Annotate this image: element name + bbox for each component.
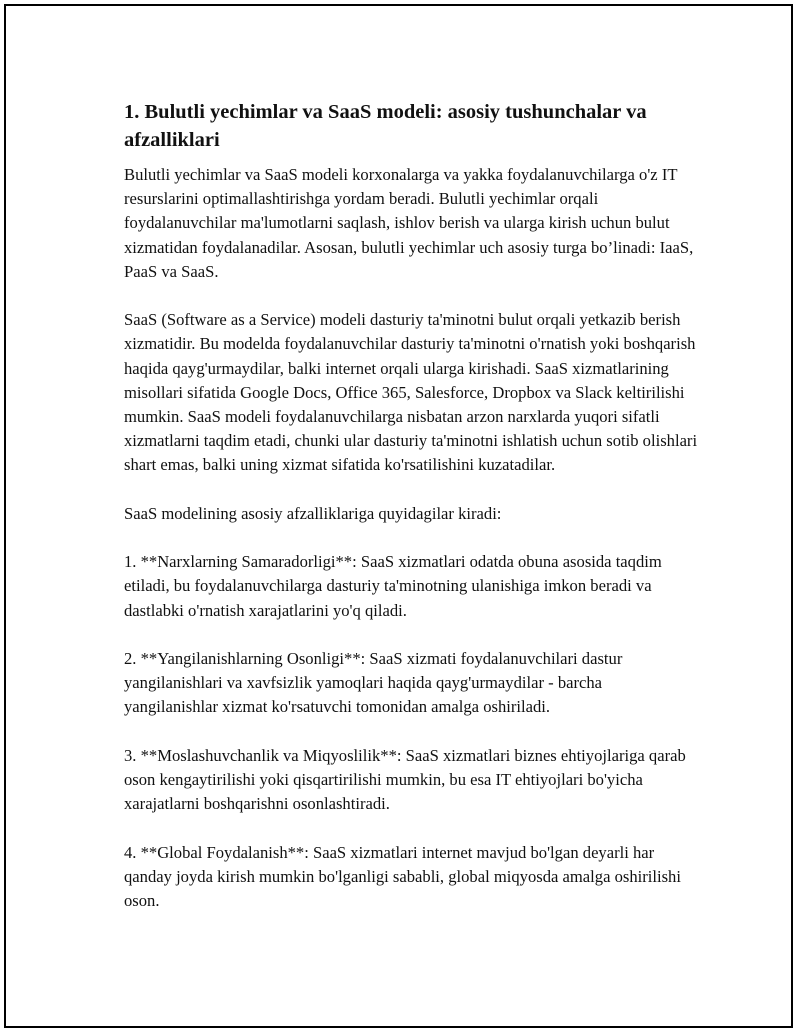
page-frame bbox=[4, 4, 793, 1028]
list-item-global-access: 4. **Global Foydalanish**: SaaS xizmatlari internet mavjud bo'lgan deyarli har qanday joyda kirish mumkin bo'lganligi sababli, global miqyosda amalga oshirilishi oson. bbox=[124, 842, 681, 910]
paragraph-intro: Bulutli yechimlar va SaaS modeli korxonalarga va yakka foydalanuvchilarga o'z IT resurslarini optimallashtirishga yordam beradi. Bulutli yechimlar orqali foydalanuvchilar ma'lumotlarni saqlash, ishlov berish va ularga kirish uchun bulut xizmatidan foydalanadilar. Asosan, bulutli yechimlar uch asosiy turga bo’linadi: IaaS, PaaS va SaaS. bbox=[124, 165, 694, 281]
paragraph-advantages-lead: SaaS modelining asosiy afzalliklariga quyidagilar kiradi: bbox=[124, 503, 502, 523]
list-item-easy-updates: 2. **Yangilanishlarning Osonligi**: SaaS xizmati foydalanuvchilari dastur yangilanishlari va xavfsizlik yamoqlari haqida qayg'urmaydilar - barcha yangilanishlar xizmat ko'rsatuvchi tomonidan amalga oshiriladi. bbox=[124, 649, 623, 717]
document-body bbox=[120, 98, 700, 937]
list-item-cost-efficiency: 1. **Narxlarning Samaradorligi**: SaaS xizmatlari odatda obuna asosida taqdim etiladi, bu foydalanuvchilarga dasturiy ta'minotning ulanishiga imkon beradi va dastlabki o'rnatish xarajatlarini yo'q qiladi. bbox=[124, 552, 662, 620]
paragraph-saas-definition: SaaS (Software as a Service) modeli dasturiy ta'minotni bulut orqali yetkazib berish xizmatidir. Bu modelda foydalanuvchilar dasturiy ta'minotni o'rnatish yoki boshqarish haqida qayg'urmaydilar, balki internet orqali ularga kirishadi. SaaS xizmatlarining misollari sifatida Google Docs, Office 365, Salesforce, Dropbox va Slack keltirilishi mumkin. SaaS modeli foydalanuvchilarga nisbatan arzon narxlarda yuqori sifatli xizmatlarni taqdim etadi, chunki ular dasturiy ta'minotni ishlatish uchun sotib olishlari shart emas, balki uning xizmat sifatida ko'rsatilishini kuzatadilar. bbox=[124, 310, 698, 475]
document-title: 1. Bulutli yechimlar va SaaS modeli: asosiy tushunchalar va afzalliklari bbox=[124, 101, 647, 151]
list-item-scalability: 3. **Moslashuvchanlik va Miqyoslilik**: SaaS xizmatlari biznes ehtiyojlariga qarab oson kengaytirilishi yoki qisqartirilishi mumkin, bu esa IT ehtiyojlari bo'yicha xarajatlarni boshqarishni osonlashtiradi. bbox=[124, 745, 686, 814]
